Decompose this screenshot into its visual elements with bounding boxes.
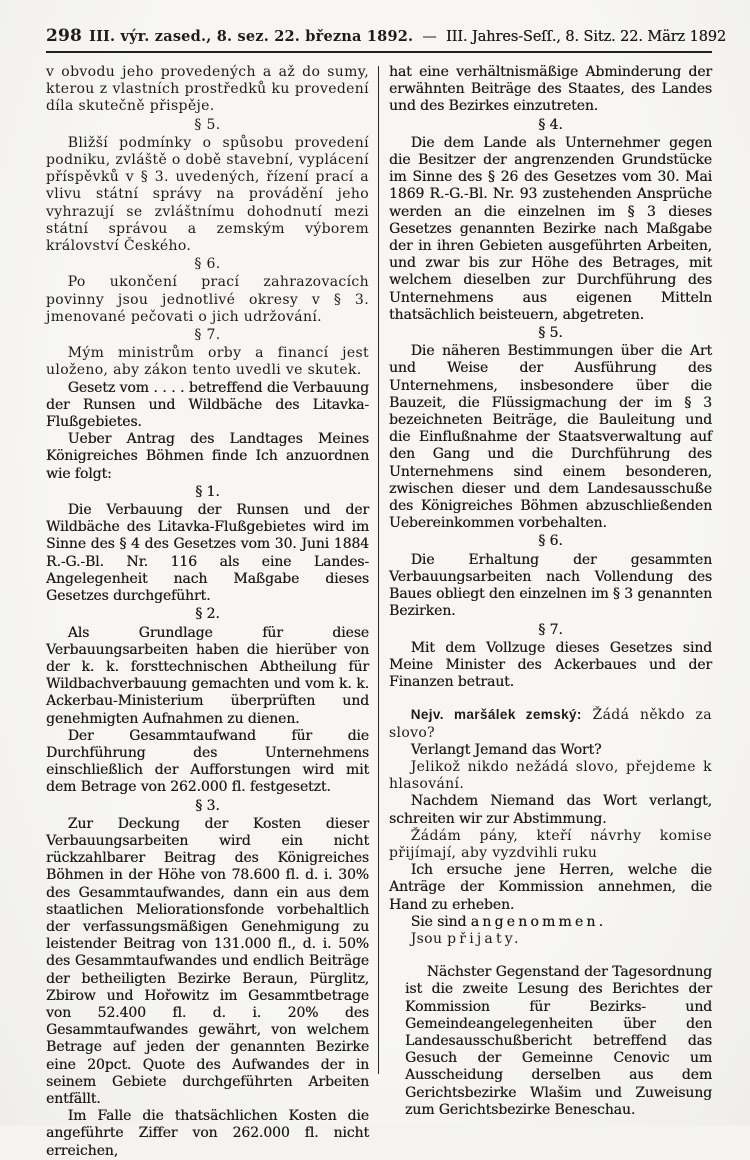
paragraph: Die Erhaltung der gesammten Verbauungsarbeiten nach Vollendung des Baues obliegt den einzelnen im § 3 genannten Bezirken. [389,551,712,620]
speaker-paragraph [389,706,712,741]
section-heading: § 2. [195,606,220,623]
paragraph: Bližší podmínky o spůsobu provedení podniku, zvláště o době stavební, vyplácení příspěvků v § 3. uvedených, řízení prací a vlivu státní správy na provádění jeho vyhrazují se zvláštnímu dohodnutí mezi státní správou a zemským výborem království Českého. [46,134,369,255]
section-heading: § 1. [195,483,220,500]
paragraph: Po ukončení prací zahrazovacích povinny jsou jednotlivé okresy v § 3. jmenované pečovati o jich udržování. [46,274,369,325]
section-heading: § 7. [194,327,221,344]
next-agenda-paragraph: Nächster Gegenstand der Tagesordnung ist die zweite Lesung des Berichtes der Kommission für Bezirks- und Gemeindeangelegenheiten über den Landesausschußbericht betreffend das Gesuch der Gemeinne Cenovic um Ausscheidung derselben aus dem Gerichtsbezirke Wlašim und Zuweisung zum Gerichtsbezirke Beneschau. [405,964,712,1118]
section-heading: § 4. [538,116,563,133]
paragraph: hat eine verhältnismäßige Abminderung der erwähnten Beiträge des Staates, des Landes und des Bezirkes einzutreten. [389,64,712,115]
paragraph: Als Grundlage für diese Verbauungsarbeiten haben die hierüber von der k. k. forsttechnischen Abtheilung für Wildbachverbauung gemachten und vom k. k. Ackerbau-Ministerium überprüften und genehmigten Aufnahmen zu dienen. [46,624,369,727]
running-header [46,26,726,53]
page-number: 298 [46,26,83,46]
paragraph: Die näheren Bestimmungen über die Art und Weise der Ausführung des Unternehmens, insbesondere über die Bauzeit, die Flüssigmachung der im § 3 bezeichneten Beiträge, die Bauleitung und die Einflußnahme der Staatsverwaltung auf den Gang und die Durchführung des Unternehmens sind einem besonderen, zwischen dieser und dem Landesausschuße des Königreiches Böhmen abzuschließenden Uebereinkommen vorbehalten. [389,343,712,532]
paragraph: Zur Deckung der Kosten dieser Verbauungsarbeiten wird ein nicht rückzahlbarer Beitrag des Königreiches Böhmen in der Höhe von 78.600 fl. d. i. 30% des Gesammtaufwandes, dann ein aus dem staatlichen Meliorationsfonde vorbehaltlich der verfassungsmäßigen Genehmigung zu leistender Beitrag von 131.000 fl., d. i. 50% des Gesammtaufwandes und endlich Beiträge der betheiligten Bezirke Beraun, Pürglitz, Zbirow und Hořowitz im Gesammtbetrage von 52.400 fl. d. i. 20% des Gesammtaufwandes gewährt, von welchem Betrage auf jeden der genannten Bezirke eine 20pct. Quote des Aufwandes der in seinem Gebiete durchgeführten Arbeiten entfällt. [46,815,369,1107]
vote-result-lead: Sie sind [410,913,471,930]
paragraph: Der Gesammtaufwand für die Durchführung des Unternehmens einschließlich der Aufforstungen wird mit dem Betrage von 262.000 fl. festgesetzt. [46,727,369,796]
header-german-session: III. Jahres-Seſſ., 8. Sitz. 22. März 1892 [446,29,726,45]
vote-result-czech [389,931,712,948]
paragraph: Jelikož nikdo nežádá slovo, přejdeme k hlasování. [389,758,712,793]
speaker-name: Nejv. maršálek zemský: [410,707,582,723]
paragraph: Mit dem Vollzuge dieses Gesetzes sind Meine Minister des Ackerbaues und der Finanzen betraut. [389,639,712,691]
vote-result-spaced: přijaty. [447,930,522,947]
section-heading: § 5. [538,325,563,342]
header-dash: — [422,29,438,45]
section-heading: § 6. [538,533,563,550]
paragraph: Die Verbauung der Runsen und der Wildbäche des Litavka-Flußgebietes wird im Sinne des § 4 des Gesetzes vom 30. Juni 1884 R.-G.-Bl. Nr. 116 als eine Landes-Angelegenheit nach Maßgabe dieses Gesetzes durchgeführt. [46,502,369,605]
paragraph: Die dem Lande als Unternehmer gegen die Besitzer der angrenzenden Grundstücke im Sinne des § 26 des Gesetzes vom 30. Mai 1869 R.-G.-Bl. Nr. 93 zustehenden Ansprüche werden an die einzelnen im § 3 dieses Gesetzes genannten Bezirke nach Maßgabe der in ihren Gebieten ausgeführten Arbeiten, und zwar bis zur Höhe des Betrages, mit welchem dieselben zur Durchführung des Unternehmens aus eigenen Mitteln thatsächlich beisteuern, abgetreten. [389,134,712,323]
header-czech-session: III. výr. zased., 8. sez. 22. března 1892. [89,28,414,45]
right-column [379,64,712,1160]
vote-result-spaced: angenommen. [470,913,607,930]
paragraph: Im Falle die thatsächlichen Kosten die angeführte Ziffer von 262.000 fl. nicht erreichen, [46,1108,369,1159]
paragraph: Gesetz vom . . . . betreffend die Verbauung der Runsen und Wildbäche des Litavka-Flußgebietes. [46,379,369,431]
section-heading: § 3. [195,797,220,814]
paragraph: Žádám pány, kteří návrhy komise přijímají, aby vyzdvihli ruku [389,827,712,861]
vote-result-lead: Jsou [410,930,448,947]
paragraph: Verlangt Jemand das Wort? [410,741,602,758]
paragraph: Ich ersuche jene Herren, welche die Anträge der Kommission annehmen, die Hand zu erheben. [389,862,712,913]
speaker-question: Žádá někdo za slovo? [389,707,712,741]
left-column [46,64,378,1160]
paragraph: Mým ministrům orby a financí jest uloženo, aby zákon tento uvedli ve skutek. [46,345,369,379]
two-column-body [46,64,712,1160]
section-heading: § 6. [194,256,221,273]
paragraph: v obvodu jeho provedených a až do sumy, kterou z vlastních prostředků ku provedení díla skutečně přispěje. [46,64,369,115]
vote-result-german [389,914,712,931]
paragraph: Nachdem Niemand das Wort verlangt, schreiten wir zur Abstimmung. [389,793,712,827]
section-heading: § 5. [194,116,221,133]
section-heading: § 7. [538,621,563,638]
paragraph: Ueber Antrag des Landtages Meines Königreiches Böhmen finde Ich anzuordnen wie folgt: [46,431,369,482]
